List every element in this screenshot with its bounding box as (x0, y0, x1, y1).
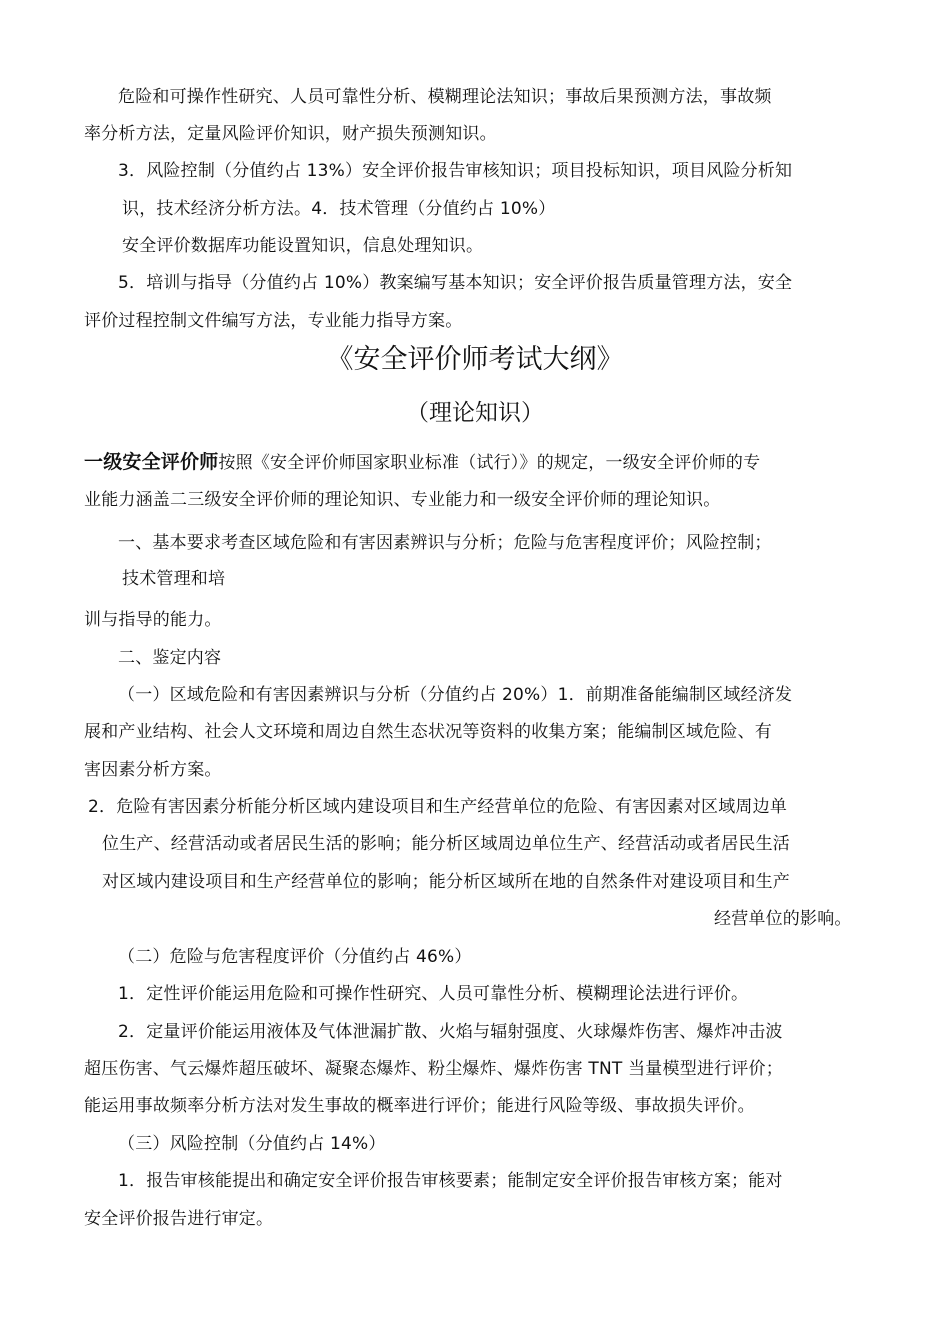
text-line: 率分析方法，定量风险评价知识，财产损失预测知识。 (84, 124, 497, 144)
text-line: 业能力涵盖二三级安全评价师的理论知识、专业能力和一级安全评价师的理论知识。 (84, 490, 721, 510)
text-line: 能运用事故频率分析方法对发生事故的概率进行评价；能进行风险等级、事故损失评价。 (84, 1096, 755, 1116)
text-line: 识，技术经济分析方法。4．技术管理（分值约占 10%） (122, 199, 556, 219)
document-subtitle: （理论知识） (406, 400, 544, 426)
text-line: 展和产业结构、社会人文环境和周边自然生态状况等资料的收集方案；能编制区域危险、有 (84, 722, 772, 742)
level-heading: 一级安全评价师 (84, 451, 219, 473)
section-heading: 二、鉴定内容 (118, 648, 222, 668)
text-line: 2．危险有害因素分析能分析区域内建设项目和生产经营单位的危险、有害因素对区域周边单 (88, 797, 788, 817)
text-line: 经营单位的影响。 (714, 909, 852, 929)
text-line: 1．定性评价能运用危险和可操作性研究、人员可靠性分析、模糊理论法进行评价。 (118, 984, 749, 1004)
level-paragraph (84, 451, 760, 474)
text-line: 对区域内建设项目和生产经营单位的影响；能分析区域所在地的自然条件对建设项目和生产 (102, 872, 790, 892)
level-text: 按照《安全评价师国家职业标准（试行）》的规定，一级安全评价师的专 (218, 453, 761, 473)
text-line: 3．风险控制（分值约占 13%）安全评价报告审核知识；项目投标知识，项目风险分析知 (118, 161, 793, 181)
text-line: 评价过程控制文件编写方法，专业能力指导方案。 (84, 311, 463, 331)
text-line: 超压伤害、气云爆炸超压破坏、凝聚态爆炸、粉尘爆炸、爆炸伤害 TNT 当量模型进行评价； (84, 1059, 783, 1079)
text-line: 5．培训与指导（分值约占 10%）教案编写基本知识；安全评价报告质量管理方法，安全 (118, 273, 793, 293)
text-line: 害因素分析方案。 (84, 760, 222, 780)
text-line: 位生产、经营活动或者居民生活的影响；能分析区域周边单位生产、经营活动或者居民生活 (102, 834, 790, 854)
document-title: 《安全评价师考试大纲》 (326, 344, 624, 375)
text-line: 危险和可操作性研究、人员可靠性分析、模糊理论法知识；事故后果预测方法，事故频 (118, 87, 772, 107)
text-line: 安全评价报告进行审定。 (84, 1209, 274, 1229)
text-line: 一、基本要求考查区域危险和有害因素辨识与分析；危险与危害程度评价；风险控制； (118, 533, 772, 553)
text-line: 1．报告审核能提出和确定安全评价报告审核要素；能制定安全评价报告审核方案；能对 (118, 1171, 783, 1191)
text-line: （一）区域危险和有害因素辨识与分析（分值约占 20%）1．前期准备能编制区域经济发 (118, 685, 793, 705)
text-line: 技术管理和培 (122, 569, 226, 589)
section-heading: （二）危险与危害程度评价（分值约占 46%） (118, 947, 472, 967)
text-line: 训与指导的能力。 (84, 610, 222, 630)
section-heading: （三）风险控制（分值约占 14%） (118, 1134, 386, 1154)
text-line: 安全评价数据库功能设置知识，信息处理知识。 (122, 236, 484, 256)
text-line: 2．定量评价能运用液体及气体泄漏扩散、火焰与辐射强度、火球爆炸伤害、爆炸冲击波 (118, 1022, 783, 1042)
